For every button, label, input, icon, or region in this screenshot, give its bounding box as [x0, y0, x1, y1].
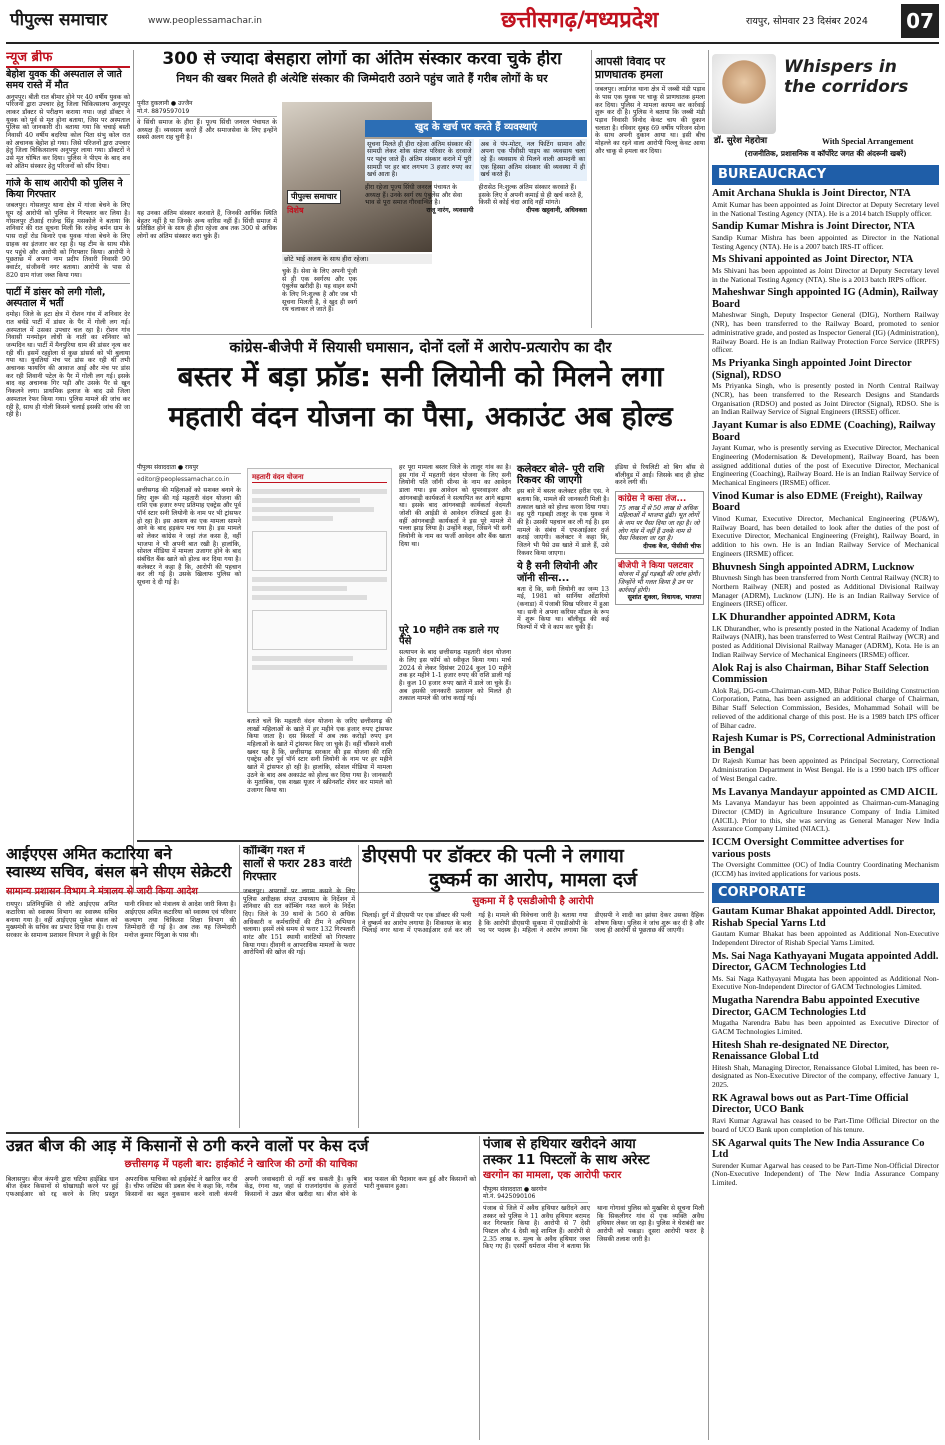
- cremation-headline: 300 से ज्यादा बेसहारा लोगों का अंतिम संस्कार करवा चुके हीरा: [162, 50, 562, 69]
- dsp-body: भिलाई। दुर्ग में डीएसपी पर एक डॉक्टर की पत्नी ने दुष्कर्म का आरोप लगाया है। शिकायत के बाद भिलाई नगर थाना में एफआईआर दर्ज कर ली गई है। मामले की विवेचना जारी है। बताया गया है कि आरोपी डीएसपी सुकमा में एसडीओपी के पद पर पदस्थ है। महिला ने आरोप लगाया कि डीएसपी ने शादी का झांसा देकर उसका दैहिक शोषण किया। पुलिस ने जांच शुरू कर दी है और जल्द ही आरोपी से पूछताछ की जाएगी।: [362, 912, 704, 935]
- combing-story: [243, 845, 355, 1128]
- whisper-item-text: Surender Kumar Agarwal has ceased to be Part-Time Non-Official Director (Non-Executive Independent) of The New India Assurance Company Limited.: [712, 1160, 939, 1188]
- arms-byline: पीपुल्स संवाददाता: [483, 1185, 522, 1193]
- cremation-quote-2: हीरासेठ नि:शुल्क अंतिम संस्कार करवाते हैं। इसके लिए वे अपनी कमाई से ही खर्च करते हैं, किसी से कोई चंदा आदि नहीं मांगते।: [478, 183, 584, 207]
- whisper-item-headline: Alok Raj is also Chairman, Bihar Staff Selection Commission: [712, 662, 929, 686]
- combing-body: जबलपुर। अपराधों पर लगाम कसने के लिए पुलिस अधीक्षक संपत उपाध्याय के निर्देशन में शनिवार की रात कॉम्बिंग गश्त करने के निर्देश दिए। जिले के 39 थानों के 560 से अधिक अधिकारी व कर्मचारियों की टीम ने अभियान चलाया। इसमें लंबे समय से फरार 132 गिरफ्तारी वारंट और 151 स्थायी वारंटियों को गिरफ्तार किया गया। दीवानी व आपराधिक मामलों के फरार आरोपियों की खोज की गई।: [243, 887, 355, 957]
- cremation-tag2: विशेष: [287, 206, 304, 215]
- lead-col5: इस बारे में बस्तर कलेक्टर हरीश एस. ने बताया कि, मामले की जानकारी मिली है। तत्काल खाते को होल्ड करवा दिया गया। वह पूरी गड़बड़ी तालूर के एक युवक ने की है। उसकी पहचान कर ली गई है। इस मामले के संबंध में एफआईआर दर्ज कराई जाएगी। कलेक्टर ने कहा कि, जितने भी पैसे उस खाते में डाले हैं, उसे रिकवर किया जाएगा।: [517, 488, 609, 557]
- arms-phone: मो.नं. 9425090106: [483, 1193, 536, 1201]
- lead-col3: हर पूरा मामला बस्तर जिले के तालूर गांव का है। इस गांव में महतारी वंदन योजना के लिए सनी लियोनी पति जॉनी सीन्स के नाम का आवेदन डाला गया। इस आवेदन को सुपरवाइजर और आंगनबाड़ी कार्यकर्ता ने सत्यापित कर आगे बढ़ाया था। इसके बाद आंगनबाड़ी कार्यकर्ता वेदमती जोशी की आईडी से आवेदन रजिस्टर्ड हुआ है। वहीं आंगनबाड़ी कार्यकर्ता ने इस पूरे मामले में पल्ला झाड़ लिया है। उन्होंने कहा, जिसने भी सनी लियोनी के नाम का फर्जी आवेदन और बैंक खाता दिया था।: [399, 464, 511, 548]
- cremation-col3: चुके हैं। सेवा के लिए अपनी पूंजी से ही एक स्वर्गरथ और एक एंबुलेंस खरीदी है। यह वाहन सभी के लिए नि:शुल्क है और जब भी सूचना मिलती है, वे खुद ही स्वर्ग रथ चलाकर ले जाते हैं।: [282, 268, 357, 314]
- combing-headline-2: सालों से फरार 283 वारंटी गिरफ्तार: [243, 856, 352, 883]
- lead-sub2: कलेक्टर बोले- पूरी राशि रिकवर की जाएगी: [517, 464, 605, 487]
- cremation-story: 300 से ज्यादा बेसहारा लोगों का अंतिम संस्कार करवा चुके हीरा निधन की खबर मिलते ही अंत्येष्टि संस्कार की जिम्मेदारी उठाने पहुंच जाते हैं गरीब लोगों के घर पुनीत दुकलानी ● उज्जैन मो.नं. 8879597019 वे सिंधी समाज के हीरा हैं। पूज्य सिंधी जनरल पंचायत के अध्यक्ष हैं। व्यवसाय करते हैं और समाजसेवा के लिए इन्होंने सबसे अलग राह चुनी है। पीपुल्स समाचार विशेष छोटे भाई अजय के साथ हीरा रहेजा। यह उनका अंतिम संस्कार करवाते हैं, जिनकी आर्थिक स्थिति बेहतर नहीं है या जिनके अन्य वारिस नहीं हैं। सिंधी समाज में प्रतिष्ठित होने के साथ ही हीरा रहेजा अब तक 300 से अधिक लोगों का अंतिम संस्कार करा चुके हैं। चुके हैं। सेवा के लिए अपनी पूंजी से ही एक स्वर्गरथ और एक एंबुलेंस खरीदी है। यह वाहन सभी के लिए नि:शुल्क है और जब भी सूचना मिलती है, वे खुद ही स्वर्ग रथ चलाकर ले जाते हैं। खुद के खर्च पर करते हैं व्यवस्थाएं सूचना मिलते ही हीरा रहेजा अंतिम संस्कार की सामग्री लेकर शोक संतप्त परिवार के दरवाजे पर पहुंच जाते हैं। अंतिम संस्कार कराने में पूरी सामग्री पर हर बार लगभग 3 हजार रुपए का खर्च आता है। अब वे पंप-मोटर, नल फिटिंग सामान और अपना एक पीवीसी पाइप का व्यवसाय चला रहे हैं। व्यवसाय से मिलने वाली आमदनी का एक हिस्सा अंतिम संस्कार की व्यवस्था में ही खर्च करते हैं। हीरा रहेजा पूज्य सिंधी जनरल पंचायत के अध्यक्ष हैं। उनके स्वर्ग रथ एंबुलेंस और सेवा भाव से पूरा समाज गौरवान्वित है। राजू नारंग, व्यवसायी हीरासेठ नि:शुल्क अंतिम संस्कार करवाते हैं। इसके लिए वे अपनी कमाई से ही खर्च करते हैं, किसी से कोई चंदा आदि नहीं मांगते। दीपक खट्टवानी, अधिवक्ता: [137, 50, 587, 328]
- lead-col7: इंडिया से रियलिटी शो बिग बॉस से बॉलीवुड में आईं। जिसके बाद ही होस्ट करने लगी थीं।: [615, 464, 704, 487]
- lead-col2: बताते चलें कि महतारी वंदन योजना के जरिए छत्तीसगढ़ की लाखों महिलाओं के खाते में हर महीने एक हजार रुपए ट्रांसफर किया जाता है। दस किस्तों में अब तक करोड़ों रुपए इन महिलाओं के खाते में ट्रांसफर किए जा चुके हैं। वहीं चौंकाने वाली खबर यह है कि, छत्तीसगढ़ सरकार की इस योजना की राशि एक्ट्रेस और पूर्व पॉर्न स्टार सनी लियोनी के नाम पर हर महीने खाते में ट्रांसफर हो रही है। हालांकि, सोशल मीडिया में मामला उठने के बाद अब अकाउंट को होल्ड कर दिया गया है। जानकारी के मुताबिक, एक शख्स यूजर ने स्क्रीनशॉट शेयर कर मामले को उजागर किया था।: [247, 718, 392, 795]
- lead-col6: बता दें कि, सनी लियोनी का जन्म 13 मई, 1981 को सार्निया ओंटारियो (कनाडा) में पंजाबी सिख परिवार में हुआ था। सनी ने अपना करियर मॉडल के रूप में शुरू किया था। बॉलीवुड की कई फिल्मों में भी वे काम कर चुकी हैं।: [517, 585, 609, 632]
- whisper-item-headline: Ms. Sai Naga Kathyayani Mugata appointed Addl. Director, GACM Technologies Ltd: [712, 950, 939, 974]
- dsp-story: [362, 845, 704, 1128]
- brief-item-2: गांजे के साथ आरोपी को पुलिस ने किया गिरफ्तार जबलपुर। गोसलपुर थाना क्षेत्र में गांजा बेचने के लिए घूम रहे आरोपी को पुलिस ने गिरफ्तार कर लिया है। गोसलपुर टीआई राजेन्द्र सिंह मसकोले ने बताया कि शनिवार की रात सूचना मिली कि रजेन्द्र बर्मन ग्राम के पास राहों रोड किनारे एक युवक गांजा बेचने के लिए ग्राहक का इंतजार कर रहा है। यह टीम के साथ मौके पर पहुंचे और आरोपी को गिरफ्तार किया। आरोपी ने पूछताछ में अपना नाम प्रदीप तिवारी निवासी 90 क्वार्टर, संजीवनी नगर बताया। आरोपी के पास से 820 ग्राम गांजा जब्त किया गया।: [6, 178, 130, 279]
- columnist-arrangement: With Special Arrangement: [822, 137, 914, 146]
- arms-story: पंजाब से हथियार खरीदने आया तस्कर 11 पिस्टलों के साथ अरेस्ट खरगोन का मामला, एक आरोपी फरार पीपुल्स संवाददाता ● खरगोन मो.नं. 9425090106 पंजाब से जिले में अवैध हथियार खरीदने आए तस्कर को पुलिस ने 11 अवैध हथियार बरामद कर गिरफ्तार किया है। आरोपी से 7 देसी पिस्टल और 4 देसी कट्टे शामिल हैं। आरोपी से 2.35 लाख रु. मूल्य के अवैध हथियार जब्त किए गए हैं। एसपी धर्मराज मीना ने बताया कि थाना गोगावां पुलिस को मुखबिर से सूचना मिली कि सिकलीगर गांव से एक व्यक्ति अवैध हथियार लेकर जा रहा है। पुलिस ने घेराबंदी कर आरोपी को पकड़ा। दूसरा आरोपी फरार है जिसकी तलाश जारी है।: [483, 1136, 704, 1251]
- whisper-item-headline: Sandip Kumar Mishra is Joint Director, NTA: [712, 221, 915, 233]
- lead-quote-head-2: बीजेपी ने किया पलटवार: [618, 560, 694, 571]
- bureaucracy-banner: BUREAUCRACY: [712, 165, 939, 185]
- lead-headline-1: बस्तर में बड़ा फ्रॉड: सनी लियोनी को मिलने लगा: [177, 360, 664, 393]
- brief-item-1: बेहोश युवक की अस्पताल ले जाते समय रास्ते में मौत अनूपपुर। बीती रात बीमार होने पर 40 वर्षीय युवक को परिजनों द्वारा उपचार हेतु जिला चिकित्सालय अनूपपुर लाकर डॉक्टर से परीक्षण कराया गया। जहां डॉक्टर ने युवक को पूर्व से मृत होना बताया, जिस पर अस्पताल पुलिस को जानकारी दी। बताया गया कि चचाई बस्ती निवासी 40 वर्षीय बदरिया कोल पिता संभु कोल रात को अचानक बेहोश हो गया। जिसे परिजनों द्वारा उपचार हेतु जिला चिकित्सालय अनूपपुर लाया गया। डॉक्टरों ने उसे मृत घोषित कर दिया। पुलिस ने पीएम के बाद शव को अंतिम संस्कार हेतु परिजनों को सौंप दिया।: [6, 69, 130, 170]
- lead-quote-2: योजना में हुई गड़बड़ी की जांच होगी। जिन्होंने भी गलत किया है उन पर कार्रवाई होगी।: [618, 571, 701, 594]
- corporate-banner: CORPORATE: [712, 883, 939, 903]
- corporate-list: [712, 906, 939, 1188]
- whisper-item-text: Jayant Kumar, who is presently serving as Executive Director, Mechanical Engineering (Modernisation & Development), Railway Board, has been assigned additional duties of the post of Executive Director, Mechanical Engineering (Coaching), Railway Board. He is an Indian Railway Service of Mechanical Engineers (IRSME) officer.: [712, 443, 939, 488]
- whisper-item-text: Alok Raj, DG-cum-Chairman-cum-MD, Bihar Police Building Construction Corporation, Patna, has been assigned an additional charge of Chairman, Bihar Staff Selection Commission, Besides, Mohammad Sohail will be relieved of the additional charge of this post. He is a 1989 batch IPS officer of Bihar cadre.: [712, 685, 939, 730]
- whisper-item-headline: Amit Archana Shukla is Joint Director, NTA: [712, 188, 911, 200]
- whisper-item-headline: Ms Lavanya Mandayur appointed as CMD AICIL: [712, 786, 938, 798]
- cremation-box-1: सूचना मिलते ही हीरा रहेजा अंतिम संस्कार की सामग्री लेकर शोक संतप्त परिवार के दरवाजे पर पहुंच जाते हैं। अंतिम संस्कार कराने में पूरी सामग्री पर हर बार लगभग 3 हजार रुपए का खर्च आता है।: [365, 139, 474, 181]
- whisper-item-headline: ICCM Oversight Committee advertises for various posts: [712, 837, 904, 860]
- arms-subhead: खरगोन का मामला, एक आरोपी फरार: [483, 1170, 622, 1182]
- whisper-item-text: Ms Shivani has been appointed as Joint Director at Deputy Secretary level in the National Testing Agency (NTA). She is a 2013 batch IRPS officer.: [712, 265, 939, 284]
- whisper-item-headline: RK Agrawal bows out as Part-Time Official Director, UCO Bank: [712, 1092, 909, 1116]
- whisper-item-headline: Jayant Kumar is also EDME (Coaching), Railway Board: [712, 420, 936, 443]
- lead-kicker: कांग्रेस-बीजेपी में सियासी घमासान, दोनों दलों में आरोप-प्रत्यारोप का दौर: [137, 334, 704, 358]
- columnist-photo: [712, 54, 776, 134]
- dispute-headline: आपसी विवाद पर प्राणघातक हमला: [595, 56, 705, 84]
- ias-subhead: सामान्य प्रशासन विभाग ने मंत्रालय से जारी किया आदेश: [6, 885, 198, 897]
- whisper-item-text: Sandip Kumar Mishra has been appointed as Director in the National Testing Agency (NTA). He is a 2007 batch IRS-IT officer.: [712, 232, 939, 251]
- lead-col4: सत्यापन के बाद छत्तीसगढ़ महतारी वंदन योजना के लिए इस फॉर्म को स्वीकृत किया गया। मार्च 2024 से लेकर दिसंबर 2024 कुल 10 महीने तक हर महीने 1-1 हजार रुपए की राशि डाली गई है। कुल 10 हजार रुपए खाते में डाले जा चुके हैं। अब इसकी जानकारी प्रशासन को मिलते ही तत्काल मामले की जांच कराई गई।: [399, 649, 511, 703]
- bureaucracy-list: [712, 188, 939, 878]
- cremation-place: उज्जैन: [177, 100, 193, 107]
- cremation-quote-2-by: दीपक खट्टवानी, अधिवक्ता: [526, 206, 587, 214]
- cremation-caption: छोटे भाई अजय के साथ हीरा रहेजा।: [282, 254, 432, 264]
- whisper-item-text: Hitesh Shah, Managing Director, Renaissance Global Limited, has been re-designated as Non-Executive Director of the company, effective January 1, 2025.: [712, 1062, 939, 1090]
- lead-col1: छत्तीसगढ़ की महिलाओं को सशक्त बनाने के लिए शुरू की गई महतारी वंदन योजना की राशि एक हजार रुपए प्रतिमाह एक्ट्रेस और पूर्व पॉर्न स्टार सनी लियोनी के नाम पर भी ट्रांसफर हो रहा है। इस आशय का एक मामला सामने आने के बाद हड़कंप मच गया है। इस मामले को लेकर कांग्रेस ने जहां तंज कसा है, वहीं भाजपा ने भी अपनी बात रखी है। हालांकि, सोशल मीडिया में मामला उजागर होने के बाद संबंधित बैंक खाते को होल्ड कर दिया गया है। कलेक्टर ने कहा है कि, आरोपी की पहचान कर ली गई है। उसके खिलाफ पुलिस को सूचना दे दी गई है।: [137, 487, 241, 587]
- dsp-headline-2: दुष्कर्म का आरोप, मामला दर्ज: [428, 868, 638, 891]
- whispers-logo: Whispers in the corridors: [784, 57, 909, 97]
- whisper-item-text: Amit Kumar has been appointed as Joint Director at Deputy Secretary level in the National Testing Agency (NTA). He is a 2014 batch ISupply officer.: [712, 199, 939, 218]
- dispute-story: [595, 56, 705, 328]
- whispers-column: [712, 50, 939, 1440]
- lead-headline-2: महतारी वंदन योजना का पैसा, अकाउंट अब होल्ड: [168, 399, 673, 433]
- cremation-box-head: खुद के खर्च पर करते हैं व्यवस्थाएं: [365, 120, 587, 137]
- whisper-item-text: LK Dhurandher, who is presently posted in the National Academy of Indian Railways (NAIR), has been transferred to West Central Railway (WCR) and posted as Additional Divisional Railway Manager (ADRM), Kota. He is an Indian Railway Service of Mechanical Engineers (IRSME) officer.: [712, 623, 939, 659]
- lead-story: बस्तर में बड़ा फ्रॉड: सनी लियोनी को मिलने लगा महतारी वंदन योजना का पैसा, अकाउंट अब होल्ड पीपुल्स संवाददाता ● रायपुर editor@peoplessamachar.co.in छत्तीसगढ़ की महिलाओं को सशक्त बनाने के लिए शुरू की गई महतारी वंदन योजना की राशि एक हजार रुपए प्रतिमाह एक्ट्रेस और पूर्व पॉर्न स्टार सनी लियोनी के नाम पर भी ट्रांसफर हो रहा है। इस आशय का एक मामला सामने आने के बाद हड़कंप मच गया है। इस मामले को लेकर कांग्रेस ने जहां तंज कसा है, वहीं भाजपा ने भी अपनी बात रखी है। हालांकि, सोशल मीडिया में मामला उजागर होने के बाद संबंधित बैंक खाते को होल्ड कर दिया गया है। कलेक्टर ने कहा है कि, आरोपी की पहचान कर ली गई है। उसके खिलाफ पुलिस को सूचना दे दी गई है। महतारी वंदन योजना बताते चलें कि महतारी वंदन योजना के जरिए छत्तीसगढ़ की लाखों महिलाओं के खाते में हर महीने एक हजार रुपए ट्रांसफर किया जाता है। दस किस्तों में अब तक करोड़ों रुपए इन महिलाओं के खाते में ट्रांसफर किए जा चुके हैं। वहीं चौंकाने वाली खबर यह है कि, छत्तीसगढ़ सरकार की इस योजना की राशि एक्ट्रेस और पूर्व पॉर्न स्टार सनी लियोनी के नाम पर हर महीने खाते में ट्रांसफर हो रही है। हालांकि, सोशल मीडिया में मामला उठने के बाद अब अकाउंट को होल्ड कर दिया गया है। जानकारी के मुताबिक, एक शख्स यूजर ने स्क्रीनशॉट शेयर कर मामले को उजागर किया था। हर पूरा मामला बस्तर जिले के तालूर गांव का है। इस गांव में महतारी वंदन योजना के लिए सनी लियोनी पति जॉनी सीन्स के नाम का आवेदन डाला गया। इस आवेदन को सुपरवाइजर और आंगनबाड़ी कार्यकर्ता ने सत्यापित कर आगे बढ़ाया था। इसके बाद आंगनबाड़ी कार्यकर्ता वेदमती जोशी की आईडी से आवेदन रजिस्टर्ड हुआ है। वहीं आंगनबाड़ी कार्यकर्ता ने इस पूरे मामले में पल्ला झाड़ लिया है। उन्होंने कहा, जिसने भी सनी लियोनी के नाम का फर्जी आवेदन और बैंक खाता दिया था। पूरे 10 महीने तक डाले गए पैसे सत्यापन के बाद छत्तीसगढ़ महतारी वंदन योजना के लिए इस फॉर्म को स्वीकृत किया गया। मार्च 2024 से लेकर दिसंबर 2024 कुल 10 महीने तक हर महीने 1-1 हजार रुपए की राशि डाली गई है। कुल 10 हजार रुपए खाते में डाले जा चुके हैं। अब इसकी जानकारी प्रशासन को मिलते ही तत्काल मामले की जांच कराई गई। कलेक्टर बोले- पूरी राशि रिकवर की जाएगी इस बारे में बस्तर कलेक्टर हरीश एस. ने बताया कि, मामले की जानकारी मिली है। तत्काल खाते को होल्ड करवा दिया गया। वह पूरी गड़बड़ी तालूर के एक युवक ने की है। उसकी पहचान कर ली गई है। इस मामले के संबंध में एफआईआर दर्ज कराई जाएगी। कलेक्टर ने कहा कि, जितने भी पैसे उस खाते में डाले हैं, उसे रिकवर किया जाएगा। ये है सनी लियोनी और जॉनी सीन्स... बता दें कि, सनी लियोनी का जन्म 13 मई, 1981 को सार्निया ओंटारियो (कनाडा) में पंजाबी सिख परिवार में हुआ था। सनी ने अपना करियर मॉडल के रूप में शुरू किया था। बॉलीवुड की कई फिल्मों में भी वे काम कर चुकी हैं। इंडिया से रियलिटी शो बिग बॉस से बॉलीवुड में आईं। जिसके बाद ही होस्ट करने लगी थीं। कांग्रेस ने कसा तंज... 75 लाख में से 50 लाख से अधिक महिलाओं में भाजपा ढूंढी। भूत लोगों के नाम पर पैसा दिया जा रहा है। जो लोग गांव में नहीं हैं उनके नाम से पैसा निकाला जा रहा है। दीपक बैज, पीसीसी चीफ बीजेपी ने किया पलटवार योजना में हुई गड़बड़ी की जांच होगी। जिन्होंने भी गलत किया है उन पर कार्रवाई होगी। सुशांत शुक्ला, विधायक, भाजपा: [137, 360, 704, 795]
- lead-email[interactable]: editor@peoplessamachar.co.in: [137, 475, 230, 483]
- whisper-item-text: Ms Lavanya Mandayur has been appointed as Chairman-cum-Managing Director (CMD) in Agriculture Insurance Company of India Limited (AICIL). Prior to this, she was serving as General Manager New India Assurance Company Limited (NIACL).: [712, 798, 939, 834]
- cremation-box-2: अब वे पंप-मोटर, नल फिटिंग सामान और अपना एक पीवीसी पाइप का व्यवसाय चला रहे हैं। व्यवसाय से मिलने वाली आमदनी का एक हिस्सा अंतिम संस्कार की व्यवस्था में ही खर्च करते हैं।: [479, 139, 588, 181]
- ias-story: [6, 845, 236, 1128]
- whisper-item-headline: Mugatha Narendra Babu appointed Executive Director, GACM Technologies Ltd: [712, 995, 920, 1018]
- issue-date: रायपुर, सोमवार 23 दिसंबर 2024: [746, 16, 868, 27]
- columnist-name: डॉ. सुरेश मेहरोत्रा: [714, 136, 768, 146]
- whisper-item-headline: Vinod Kumar is also EDME (Freight), Railway Board: [712, 490, 923, 514]
- seed-story: [6, 1136, 476, 1440]
- lead-quote-2-by: सुशांत शुक्ला, विधायक, भाजपा: [627, 594, 701, 602]
- whisper-item-text: Ms Priyanka Singh, who is presently posted in North Central Railway (NCR), has been transferred to the Research Designs and Standards Organisation (RDSO) and posted as Joint Director (Signal), RDSO. She is an Indian Railway Service of Signal Engineers (IRSSE) officer.: [712, 381, 939, 417]
- seed-subhead: छत्तीसगढ़ में पहली बार: हाईकोर्ट ने खारिज की ठगों की याचिका: [124, 1159, 358, 1171]
- lead-byline: पीपुल्स संवाददाता: [137, 464, 176, 471]
- lead-sub1: पूरे 10 महीने तक डाले गए पैसे: [399, 625, 499, 648]
- cremation-tag: पीपुल्स समाचार: [287, 190, 341, 204]
- whisper-item-headline: Hitesh Shah re-designated NE Director, Renaissance Global Ltd: [712, 1039, 889, 1063]
- dsp-subhead: सुकमा में है एसडीओपी है आरोपी: [472, 895, 594, 907]
- whisper-item-headline: Maheshwar Singh appointed IG (Admin), Railway Board: [712, 287, 939, 310]
- whisper-item-text: Dr Rajesh Kumar has been appointed as Principal Secretary, Correctional Administration Department in West Bengal. He is a 1990 batch IPS officer of West Bengal cadre.: [712, 756, 939, 783]
- brand-logo: पीपुल्स समाचार: [10, 10, 108, 30]
- whisper-item-text: Mugatha Narendra Babu has been appointed as Executive Director of GACM Technologies Limited.: [712, 1018, 939, 1036]
- lead-sub3: ये है सनी लियोनी और जॉनी सीन्स...: [517, 561, 598, 584]
- ias-body: रायपुर। प्रतिनियुक्ति से लौटे आईएएस अमित कटारिया को स्वास्थ्य विभाग का स्वास्थ्य सचिव बनाया गया है। वहीं आईएएस मुकेश बंसल को मुख्यमंत्री के सचिव का प्रभार दिया गया है। राज्य सरकार के सामान्य प्रशासन विभाग ने छुट्टी के दिन यानी रविवार को मंत्रालय से आदेश जारी किया है। आईएएस अमित कटारिया को स्वास्थ्य एवं परिवार कल्याण तथा चिकित्सा शिक्षा विभाग की जिम्मेदारी दी गई है। अब तक यह जिम्मेदारी मनोज कुमार पिंगुआ के पास थी।: [6, 901, 236, 940]
- arms-body: पंजाब से जिले में अवैध हथियार खरीदने आए तस्कर को पुलिस ने 11 अवैध हथियार बरामद कर गिरफ्तार किया है। आरोपी से 7 देसी पिस्टल और 4 देसी कट्टे शामिल हैं। आरोपी से 2.35 लाख रु. मूल्य के अवैध हथियार जब्त किए गए हैं। एसपी धर्मराज मीना ने बताया कि थाना गोगावां पुलिस को मुखबिर से सूचना मिली कि सिकलीगर गांव से एक व्यक्ति अवैध हथियार लेकर जा रहा है। पुलिस ने घेराबंदी कर आरोपी को पकड़ा। दूसरा आरोपी फरार है जिसकी तलाश जारी है।: [483, 1204, 704, 1251]
- dispute-body: जबलपुर। लार्डगंज थाना क्षेत्र में जब्बी मंडी पड़ाव के पास एक युवक पर चाकू से प्राणघातक हमला कर दिया। पुलिस ने मामला कायम कर कार्रवाई शुरू कर दी है। पुलिस ने बताया कि जब्बी मंडी पड़ाव निवासी विनोद केवट चाय की दुकान चलाता है। रविवार सुबह 69 वर्षीय परिजन सोना के साथ अपनी दुकान आया था। इसी बीच मोहल्ले का रहने वाला आरोपी पिल्लू केवट आया और चाकू से हमला कर दिया।: [595, 86, 705, 155]
- whisper-item-headline: LK Dhurandher appointed ADRM, Kota: [712, 612, 896, 624]
- ias-headline-2: स्वास्थ्य सचिव, बंसल बने सीएम सेक्रेटरी: [6, 863, 232, 882]
- cremation-box: [365, 120, 587, 326]
- seed-body: बिलासपुर। बीज कंपनी द्वारा घटिया हाईब्रिड धान बीज देकर किसानों से धोखाधड़ी करने पर हुई एफआईआर को रद्द करने के लिए प्रस्तुत अपराधिक याचिका को हाईकोर्ट ने खारिज कर दी है। चीफ जस्टिस की डबल बेंच ने कहा कि, गरीब किसानों का बहुत नुकसान करने वाली कंपनी अपनी जवाबदारी से नहीं बच सकती है। कृषि केंद्र, रंगना था, जहां से राजनांदगांव के हजारों किसानों ने उन्नत बीज खरीदा था। बीज बोने के बाद फसल की पैदावार कम हुई और किसानों को भारी नुकसान हुआ।: [6, 1175, 476, 1199]
- seed-headline: उन्नत बीज की आड़ में किसानों से ठगी करने वालों पर केस दर्ज: [6, 1136, 369, 1155]
- section-title: छत्तीसगढ़/मध्यप्रदेश: [501, 8, 659, 33]
- lead-document-image: [247, 468, 392, 713]
- cremation-col1: वे सिंधी समाज के हीरा हैं। पूज्य सिंधी जनरल पंचायत के अध्यक्ष हैं। व्यवसाय करते हैं और समाजसेवा के लिए इन्होंने सबसे अलग राह चुनी है।: [137, 119, 277, 142]
- whisper-item-text: Gautam Kumar Bhakat has been appointed as Additional Non-Executive Independent Director of Rishab Special Yarns Limited.: [712, 929, 939, 947]
- news-brief-column: [6, 50, 130, 892]
- dsp-headline-1: डीएसपी पर डॉक्टर की पत्नी ने लगाया: [362, 845, 624, 867]
- whisper-item-headline: Rajesh Kumar is PS, Correctional Administration in Bengal: [712, 733, 936, 756]
- combing-headline-1: कॉम्बिंग गश्त में: [243, 845, 305, 857]
- arms-headline-2: तस्कर 11 पिस्टलों के साथ अरेस्ट: [483, 1152, 650, 1169]
- lead-place: रायपुर: [185, 464, 199, 471]
- lead-quote-1: 75 लाख में से 50 लाख से अधिक महिलाओं में भाजपा ढूंढी। भूत लोगों के नाम पर पैसा दिया जा रहा है। जो लोग गांव में नहीं हैं उनके नाम से पैसा निकाला जा रहा है।: [618, 504, 700, 543]
- cremation-col2: यह उनका अंतिम संस्कार करवाते हैं, जिनकी आर्थिक स्थिति बेहतर नहीं है या जिनके अन्य वारिस नहीं हैं। सिंधी समाज में प्रतिष्ठित होने के साथ ही हीरा रहेजा अब तक 300 से अधिक लोगों का अंतिम संस्कार करा चुके हैं।: [137, 210, 277, 241]
- page-number: 07: [901, 4, 939, 38]
- whisper-item-headline: Gautam Kumar Bhakat appointed Addl. Director, Rishab Special Yarns Ltd: [712, 905, 936, 929]
- arms-place: खरगोन: [531, 1185, 547, 1193]
- arms-headline-1: पंजाब से हथियार खरीदने आया: [483, 1136, 636, 1152]
- whisper-item-text: Ravi Kumar Agrawal has ceased to be Part-Time Official Director on the board of UCO Bank upon completion of his tenure.: [712, 1116, 939, 1134]
- whisper-item-headline: Ms Priyanka Singh appointed Joint Director (Signal), RDSO: [712, 358, 912, 381]
- cremation-quote-1-by: राजू नारंग, व्यवसायी: [426, 206, 474, 214]
- brief-item-3: पार्टी में डांसर को लगी गोली, अस्पताल में भर्ती दमोह। जिले के हटा क्षेत्र में रोशन गांव में शनिवार देर रात बर्थडे पार्टी में डांसर के पैर में गोली लग गई। अस्पताल में उसका उपचार चल रहा है। रोशन गांव निवासी मनमोहन लोधी के नाती का शनिवार को जन्मदिन था। पार्टी में मैनपुरिया धाम की डांसर नृत्य कर रही थीं। इसमें रहट्टोला से कुछ डांसर्स को भी बुलाया गया था। युवतियां मंच पर डांस कर रही थीं तभी अचानक फायरिंग की आवाज आई और मंच पर डांस कर रही शिवानी पटेल के पैर में गोली लग गई। इसके बाद वह अचानक गिर पड़ी और उसके पैर से खून निकलने लगा। प्राथमिक इलाज के बाद उसे जिला अस्पताल रेफर किया गया। पुलिस मामले की जांच कर रही है, साथ ही गोली किसने चलाई इसकी जांच की जा रही है।: [6, 287, 130, 419]
- doc-header: महतारी वंदन योजना: [252, 473, 387, 483]
- whisper-item-headline: SK Agarwal quits The New India Assurance Co Ltd: [712, 1137, 925, 1161]
- whisper-item-text: Vinod Kumar, Executive Director, Mechanical Engineering (PU&W), Railway Board, has been detailed to look after the duties of the post of Executive Director, Mechanical Engineering (Freight), Railway Board, in addition to his own. He is an Indian Railway Service of Mechanical Engineers (IRSME) officer.: [712, 513, 939, 558]
- site-url[interactable]: www.peoplessamachar.in: [148, 16, 262, 26]
- whisper-item-text: The Oversight Committee (OC) of India Country Coordinating Mechanism (ICCM) has invited applications for various posts.: [712, 860, 939, 878]
- cremation-quote-1: हीरा रहेजा पूज्य सिंधी जनरल पंचायत के अध्यक्ष हैं। उनके स्वर्ग रथ एंबुलेंस और सेवा भाव से पूरा समाज गौरवान्वित है।: [365, 183, 462, 207]
- whisper-item-text: Bhuvnesh Singh has been transferred from North Central Railway (NCR) to Northern Railway (NER) and posted as Additional Divisional Railway Manager (ADRM), Lucknow (LJN). He is an Indian Railway Service of Engineers (IRSE) officer.: [712, 573, 939, 609]
- lead-quote-head: कांग्रेस ने कसा तंज...: [618, 494, 687, 505]
- ias-headline-1: आईएएस अमित कटारिया बने: [6, 845, 172, 863]
- cremation-subhead: निधन की खबर मिलते ही अंत्येष्टि संस्कार की जिम्मेदारी उठाने पहुंच जाते हैं गरीब लोगों के घर: [176, 71, 548, 85]
- cremation-byline: पुनीत दुकलानी: [137, 100, 169, 107]
- whisper-item-headline: Ms Shivani appointed as Joint Director, NTA: [712, 254, 914, 266]
- lead-quote-1-by: दीपक बैज, पीसीसी चीफ: [643, 543, 701, 550]
- whisper-item-headline: Bhuvnesh Singh appointed ADRM, Lucknow: [712, 561, 915, 573]
- whispers-tagline: (राजनीतिक, प्रशासनिक व कॉर्पोरेट जगत की अंदरूनी खबरें): [744, 149, 907, 158]
- news-brief-label: न्यूज ब्रीफ: [6, 50, 130, 68]
- whisper-item-text: Maheshwar Singh, Deputy Inspector General (DIG), Northern Railway (NR), has been transferred to the Railway Board, promoted to senior administrative grade, and posted as Inspector General (IG) (Administration), Railway Board. He is an Indian Railway Protection Force Service (IRPFS) officer.: [712, 310, 939, 355]
- cremation-phone: मो.नं. 8879597019: [137, 107, 190, 115]
- masthead: [6, 4, 939, 44]
- whisper-item-text: Ms. Sai Naga Kathyayani Mugata has been appointed as Additional Non-Executive Non-Independent Director of GACM Technologies Limited.: [712, 973, 939, 992]
